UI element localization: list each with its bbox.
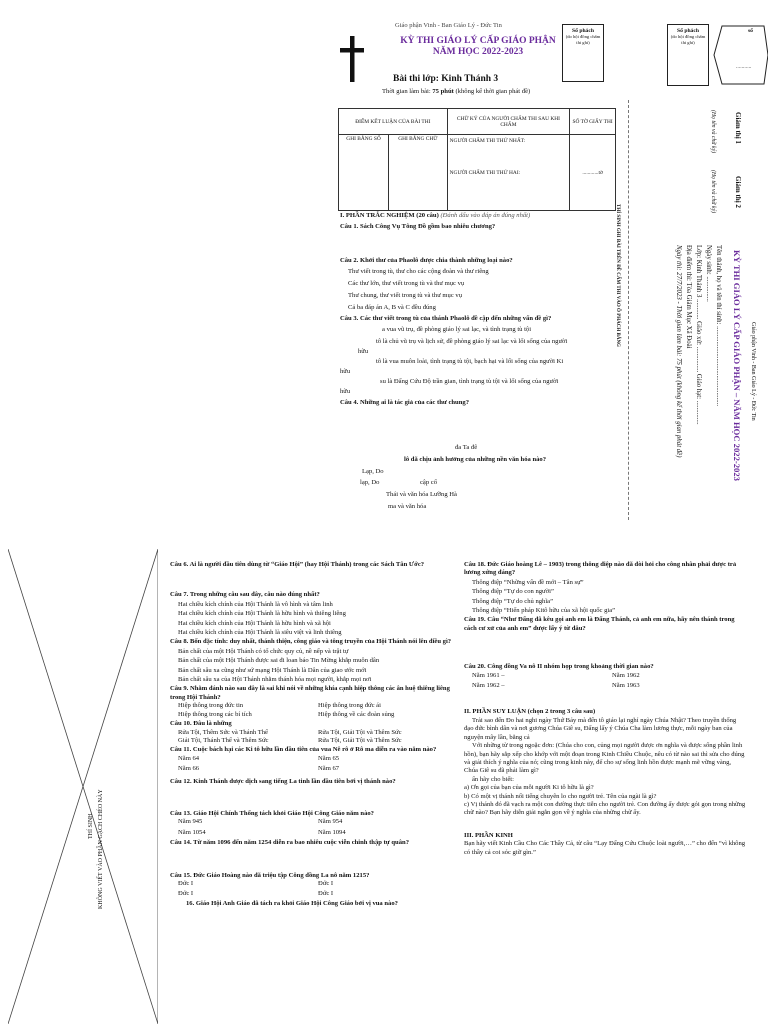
q2-option-d: Cả ba đáp án A, B và C đều đúng	[348, 304, 436, 311]
exam-title	[398, 36, 558, 58]
q11-option-d: Năm 67	[318, 765, 340, 773]
part2-question-2: Với những từ trong ngoặc đơn: (Chúa cho con, củng mọi người được ơn nghĩa và được sống phần linh hồn), bạn hãy sắp xếp cho khớp với một đoạn trong Kinh Chiều Chuộc, nêu có từ nào sai thì sửa cho đúng và giải thích ý nghĩa của nó; cũng trong kinh này, để cho sự sống linh hồn được mạnh mẽ vững vàng, Chúa Giê su đã phải làm gì?	[464, 742, 745, 775]
strip-no-write-2: KHÔNG VIẾT VÀO PHẦN GẠCH CHÉO NÀY	[98, 789, 104, 909]
score-by-number: GHI BẰNG SỐ	[339, 135, 389, 211]
question-16: 16. Giáo Hội Anh Giáo đã tách ra khỏi Giáo Hội Công Giáo bởi vị vua nào?	[186, 899, 398, 907]
grader-cell	[447, 135, 570, 211]
part3-question: Bạn hãy viết Kinh Cầu Cho Các Thầy Cả, từ câu “Lạy Đấng Cứu Chuộc loài người,…” cho đến “vì không có thầy cả coi sóc giữ gìn.”	[464, 840, 746, 856]
q15-option-c: Đức I	[178, 890, 194, 898]
q11-option-c: Năm 66	[178, 765, 200, 773]
time-note: (không kể thời gian phát đề)	[455, 88, 531, 95]
q3-option-d: su là Đấng Cứu Độ trần gian, tình trạng tù tội và lối sống của người	[380, 378, 559, 385]
strip-class: Lớp: Kinh Thánh 3 ............ Giáo xứ: ............... Giáo hạt: ..............	[695, 245, 702, 425]
score-by-words: GHI BẰNG CHỮ	[389, 135, 448, 211]
question-6: Câu 6. Ai là người đầu tiên dùng từ “Giáo Hội” (hay Hội Thánh) trong các Sách Tân Ước?	[170, 561, 425, 568]
q18-option-c: Thông điệp “Tự do chủ nghĩa”	[472, 597, 554, 605]
sophach-box-2	[667, 24, 709, 86]
strip-name: Tên thánh, họ và tên thí sinh: ...............................................	[715, 245, 722, 407]
q7-option-d: Hai chiều kích chính của Hội Thánh là siêu việt và linh thiêng	[178, 629, 342, 637]
score-col-signature: CHỮ KÝ CỦA NGƯỜI CHẤM THI SAU KHI CHẤM	[447, 109, 570, 135]
q3-option-d-cont: hữu	[340, 388, 351, 395]
giamthi-1-note: (Họ tên và chữ ký)	[710, 110, 716, 154]
question-20: Câu 20. Công đồng Va nô II nhóm họp trong khoảng thời gian nào?	[464, 663, 654, 671]
question-13: Câu 13. Giáo Hội Chính Thống tách khỏi Giáo Hội Công Giáo năm nào?	[170, 809, 374, 817]
giamthi-2: Giám thị 2	[734, 176, 742, 208]
exam-sheet-bottom	[0, 549, 768, 1024]
left-column	[170, 561, 452, 908]
cut-line	[628, 100, 629, 520]
q8-option-b: Bản chất của một Hội Thánh được sai đi loan báo Tin Mừng khắp muôn dân	[178, 657, 380, 665]
time-value: 75 phút	[432, 88, 454, 95]
q4-fragment: đa Ta đê	[455, 444, 478, 451]
q10-options	[178, 729, 452, 746]
part2-question-3b: b) Có một vị thánh nổi tiếng chuyên lo cho người trẻ. Tên của ngài là gì?	[464, 792, 657, 800]
page-gap	[0, 527, 768, 549]
q3-option-b-cont: hữu	[358, 348, 369, 355]
q20-option-b: Năm 1962	[612, 671, 640, 679]
q5-option-d: Thái và văn hóa Lưỡng Hà	[386, 491, 457, 498]
question-2: Câu 2. Khởi thư của Phaolô được chia thành những loại nào?	[340, 257, 513, 264]
part3-heading: III. PHẦN KINH	[464, 831, 513, 839]
question-8: Câu 8. Bốn đặc tính: duy nhất, thánh thiện, công giáo và tông truyền của Hội Thánh nói lên điều gì?	[170, 638, 452, 646]
q13-option-a: Năm 945	[178, 818, 203, 826]
q8-option-a: Bản chất của một Hội Thánh có tổ chức quy củ, nề nếp và trật tự	[178, 647, 349, 655]
diocese-label: Giáo phận Vinh - Ban Giáo Lý - Đức Tin	[395, 22, 502, 29]
q11-option-a: Năm 64	[178, 754, 200, 762]
part2-question-3a: a) Ơn gọi của bạn của mỗi người Ki tô hữu là gì?	[464, 784, 594, 792]
exam-title-line1: KỲ THI GIÁO LÝ CẤP GIÁO PHẬN	[400, 36, 556, 46]
q9-option-a: Hiệp thông trong đức tin	[178, 702, 244, 710]
question-14: Câu 14. Từ năm 1096 đến năm 1254 diễn ra bao nhiêu cuộc viễn chinh thập tự quân?	[170, 839, 409, 847]
part2-question-3c: c) Vị thánh đó đã vạch ra một con đường thực tiễn cho người trẻ. Con đường ấy được gói gọn trong những chữ nào? Bạn hãy diễn giải ngắn gọn về ý nghĩa của những chữ ấy.	[464, 800, 746, 817]
q7-option-c: Hai chiều kích chính của Hội Thánh là hữu hình và xã hội	[178, 619, 331, 627]
strip-warning: THÍ SINH GHI BÀI TRÊN ĐỀ CẤM THI VÀO Ô PHÁCH BẰNG	[615, 204, 620, 347]
q7-option-b: Hai chiều kích chính của Hội Thánh là hữu hình và thiêng liêng	[178, 610, 346, 618]
sophach-note-1: (do hội đồng chấm thi ghi)	[565, 34, 601, 45]
sophach-note-2: (do hội đồng chấm thi ghi)	[670, 34, 706, 45]
question-12: Câu 12. Kinh Thánh được dịch sang tiếng La tinh lần đầu tiên bởi vị thánh nào?	[170, 777, 396, 785]
q18-option-b: Thông điệp “Tự do con người”	[472, 588, 554, 596]
q7-option-a: Hai chiều kích chính của Hội Thánh là vô hình và tâm linh	[178, 600, 333, 608]
score-table	[338, 108, 616, 211]
q15-option-a: Đức I	[178, 879, 194, 887]
crossed-strip	[8, 549, 158, 1024]
q13-option-d: Năm 1094	[318, 828, 346, 836]
q20-option-a: Năm 1961 –	[472, 671, 505, 679]
q5-option-c: cập cổ	[420, 479, 438, 486]
question-1: Câu 1. Sách Công Vụ Tông Đồ gồm bao nhiêu chương?	[340, 223, 496, 230]
q18-option-a: Thông điệp “Những vấn đề mới – Tân sự”	[472, 578, 584, 586]
part1-heading-line	[340, 212, 530, 220]
q3-option-c-cont: hữu	[340, 368, 351, 375]
q13-options	[178, 818, 452, 837]
q10-option-b: Rửa Tội, Giải Tội và Thêm Sức	[318, 728, 402, 736]
q9-option-b: Hiệp thông trong đức ái	[318, 702, 381, 710]
q20-option-d: Năm 1963	[612, 682, 640, 690]
q2-option-b: Các thư lớn, thư viết trong tù và thư mục vụ	[348, 280, 465, 287]
cross-lines	[8, 549, 158, 1024]
part1-heading-note: (Đánh dấu vào đáp án đúng nhất)	[440, 212, 531, 219]
strip-diocese: Giáo phận Vinh - Ban Giáo Lý - Đức Tin	[750, 322, 756, 421]
cross-icon	[340, 36, 364, 82]
q2-option-c: Thư chung, thư viết trong tù và thư mục vụ	[348, 292, 463, 299]
q2-option-a: Thư viết trong tù, thư cho các cộng đoàn và thư riêng	[348, 268, 489, 275]
question-5: lô đã chịu ảnh hưởng của những nền văn hóa nào?	[404, 456, 547, 463]
q13-option-b: Năm 954	[318, 818, 343, 826]
strip-title: KỲ THI GIÁO LÝ CẤP GIÁO PHẬN – NĂM HỌC 2022-2023	[732, 250, 742, 481]
q8-option-c: Bản chất sâu xa cũng như sứ mạng Hội Thánh là Dân của giao ước mới	[178, 666, 367, 674]
q20-option-c: Năm 1962 –	[472, 682, 505, 690]
q9-options	[178, 702, 452, 719]
q5-option-a: Lạp, Do	[362, 468, 384, 475]
q20-options	[472, 672, 746, 691]
q3-option-c: tô là vua muôn loài, tình trạng tù tội, bạch hại và lối sống của người Ki	[376, 358, 564, 365]
sophach-title-1: Số phách	[572, 28, 594, 34]
sophach-box-1	[562, 24, 604, 82]
question-10: Câu 10. Đâu là những	[170, 720, 232, 728]
strip-place: Địa điểm thi: Tòa Giám Mục Xã Đoài	[685, 245, 692, 349]
sophach-title-2: Số phách	[677, 28, 699, 34]
question-15: Câu 15. Đức Giáo Hoàng nào đã triệu tập Công đồng La nô năm 1215?	[170, 871, 370, 879]
grader-1-label: NGƯỜI CHẤM THI THỨ NHẤT:	[449, 138, 526, 144]
strip-date: Ngày thi: 27/7/2023 - Thời gian làm bài: 75 phút (không kể thời gian phát đề)	[675, 245, 682, 458]
q13-option-c: Năm 1054	[178, 828, 206, 836]
question-18: Câu 18. Đức Giáo hoàng Lê – 1903) trong thông điệp nào đã đòi hỏi cho công nhân phải được trả lương xứng đáng?	[464, 561, 737, 577]
class-label: Bài thi lớp: Kinh Thánh 3	[393, 74, 499, 84]
q5-option-e: ma và văn hóa	[388, 503, 427, 510]
q10-option-c: Giải Tội, Thánh Thể và Thêm Sức	[178, 736, 269, 744]
q15-options	[178, 880, 452, 899]
q10-option-a: Rửa Tội, Thêm Sức và Thánh Thể	[178, 728, 268, 736]
time-label-line	[382, 88, 530, 96]
part2-question-3: ẩn hãy cho biết:	[472, 775, 514, 783]
q18-option-d: Thông điệp “Hiến pháp Kitô hữu của xã hội quốc gia”	[472, 607, 616, 615]
grader-2-label: NGƯỜI CHẤM THI THỨ HAI:	[449, 170, 521, 176]
q9-option-c: Hiệp thông trong các bí tích	[178, 710, 252, 718]
question-19: Câu 19. Câu “Như Đấng đã kêu gọi anh em là Đấng Thánh, cả anh em nữa, hãy nên thánh trong cách cư xử của anh em” được lấy ý từ đâu?	[464, 616, 735, 632]
exam-title-line2: NĂM HỌC 2022-2023	[432, 47, 524, 57]
part1-heading: I. PHẦN TRẮC NGHIỆM (20 câu)	[340, 212, 439, 219]
candidate-number-hexagon	[712, 24, 768, 86]
time-label: Thời gian làm bài:	[382, 88, 431, 95]
question-11: Câu 11. Cuộc bách hại các Ki tô hữu lần đầu tiên của vua Nê rô ở Rô ma diễn ra vào năm nào?	[170, 746, 437, 754]
question-3: Câu 3. Các thư viết trong tù của thánh Phaolô đề cập đến những vấn đề gì?	[340, 315, 552, 322]
q8-option-d: Bản chất sâu xa của Hội Thánh nhằm thánh hóa mọi người, khắp mọi nơi	[178, 676, 372, 684]
hexagon-dots: ...........	[736, 64, 752, 70]
part2-question-1: Trải sao đến Đo hai nghi ngày Thứ Bảy mà đến tô giáo lại nghỉ ngày Chúa Nhật? Theo truyền thống đạo đức bình dân và nơi gương Chúa Giê su, Đấng lấy ý Chúa Cha làm lương thực, mỗi ngày ban của nguyện mây lần, bằng cả	[464, 716, 737, 741]
q10-option-d: Rửa Tội, Giải Tội và Thêm Sức	[318, 736, 402, 744]
strip-dob: Ngày sinh: ...............	[705, 245, 712, 302]
score-col-final: ĐIỂM KẾT LUẬN CỦA BÀI THI	[339, 109, 448, 135]
question-9: Câu 9. Nhằm đánh nào sau đây là sai khi nói về những khía cạnh hiệp thông các ân huệ thiêng liêng trong Hội Thánh?	[170, 685, 450, 701]
q11-option-b: Năm 65	[318, 754, 340, 762]
right-column	[464, 561, 746, 857]
q11-options	[178, 755, 452, 774]
strip-no-write-1: THÍ SINH	[88, 813, 94, 839]
sheets-count: ............tờ	[570, 135, 616, 211]
hexagon-label: số	[748, 28, 753, 34]
question-7: Câu 7. Trong những câu sau đây, câu nào đúng nhất?	[170, 591, 320, 599]
q15-option-b: Đức I	[318, 879, 334, 887]
giamthi-1: Giám thị 1	[734, 112, 742, 144]
question-4: Câu 4. Những ai là tác giả của các thư chung?	[340, 399, 469, 406]
giamthi-2-note: (Họ tên và chữ ký)	[710, 170, 716, 214]
part2-heading: II. PHẦN SUY LUẬN (chọn 2 trong 3 câu sau)	[464, 708, 596, 716]
q3-option-b: tô là chủ vũ trụ và lịch sử, đề phòng giáo lý sai lạc và lối sống của người	[376, 338, 568, 345]
q15-option-d: Đức I	[318, 890, 334, 898]
score-col-sheets: SỐ TỜ GIẤY THI	[570, 109, 616, 135]
q5-option-b: lạp, Do	[360, 479, 380, 486]
q9-option-d: Hiệp thông về các đoàn sủng	[318, 710, 395, 718]
q3-option-a: a vua vũ trụ, đề phòng giáo lý sai lạc, và tình trạng tù tội	[382, 326, 532, 333]
